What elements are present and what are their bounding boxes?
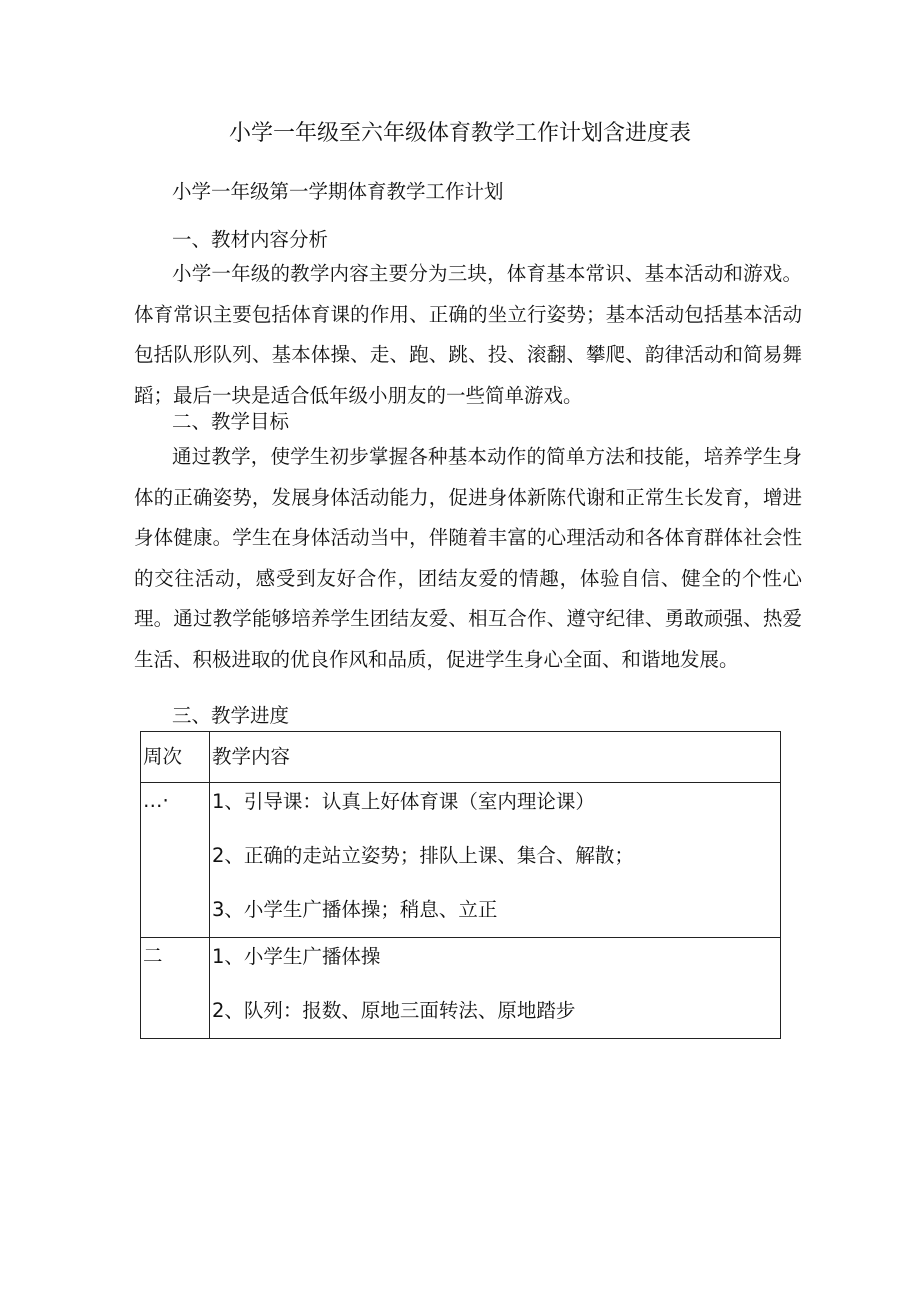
week-cell [141, 938, 210, 1039]
document-title: 小学一年级至六年级体育教学工作计划含进度表 [228, 121, 691, 146]
progress-table [140, 731, 781, 1039]
plan-subtitle: 小学一年级第一学期体育教学工作计划 [172, 180, 504, 203]
table-header-row [141, 732, 781, 783]
table-row [141, 938, 781, 1039]
content-item: 2、正确的走站立姿势；排队上课、集合、解散； [212, 844, 634, 867]
section-heading-goals: 二、教学目标 [172, 410, 290, 433]
week-cell [141, 783, 210, 938]
section-body-goals: 通过教学，使学生初步掌握各种基本动作的简单方法和技能，培养学生身体的正确姿势，发展身体活动能力，促进身体新陈代谢和正常生长发育，增进身体健康。学生在身体活动当中，伴随着丰富的心理活动和各体育群体社会性的交往活动，感受到友好合作，团结友爱的情趣，体验自信、健全的个性心理。通过教学能够培养学生团结友爱、相互合作、遵守纪律、勇敢顽强、热爱生活、积极进取的优良作风和品质，促进学生身心全面、和谐地发展。 [134, 445, 802, 671]
content-item: 1、小学生广播体操 [212, 945, 381, 968]
week-label: 二 [143, 944, 163, 967]
header-content: 教学内容 [210, 732, 781, 783]
header-week: 周次 [141, 732, 210, 783]
content-cell [210, 938, 781, 1039]
section-heading-progress: 三、教学进度 [172, 704, 290, 727]
content-item: 2、队列：报数、原地三面转法、原地踏步 [212, 999, 576, 1022]
table-row [141, 783, 781, 938]
section-body-materials: 小学一年级的教学内容主要分为三块，体育基本常识、基本活动和游戏。体育常识主要包括体育课的作用、正确的坐立行姿势；基本活动包括基本活动包括队形队列、基本体操、走、跑、跳、投、滚翻、攀爬、韵律活动和简易舞蹈；最后一块是适合低年级小朋友的一些简单游戏。 [134, 262, 802, 407]
content-cell [210, 783, 781, 938]
week-label: …· [143, 789, 169, 812]
section-heading-materials: 一、教材内容分析 [172, 228, 329, 251]
content-item: 1、引导课：认真上好体育课（室内理论课） [212, 790, 595, 813]
content-item: 3、小学生广播体操；稍息、立正 [212, 898, 498, 921]
